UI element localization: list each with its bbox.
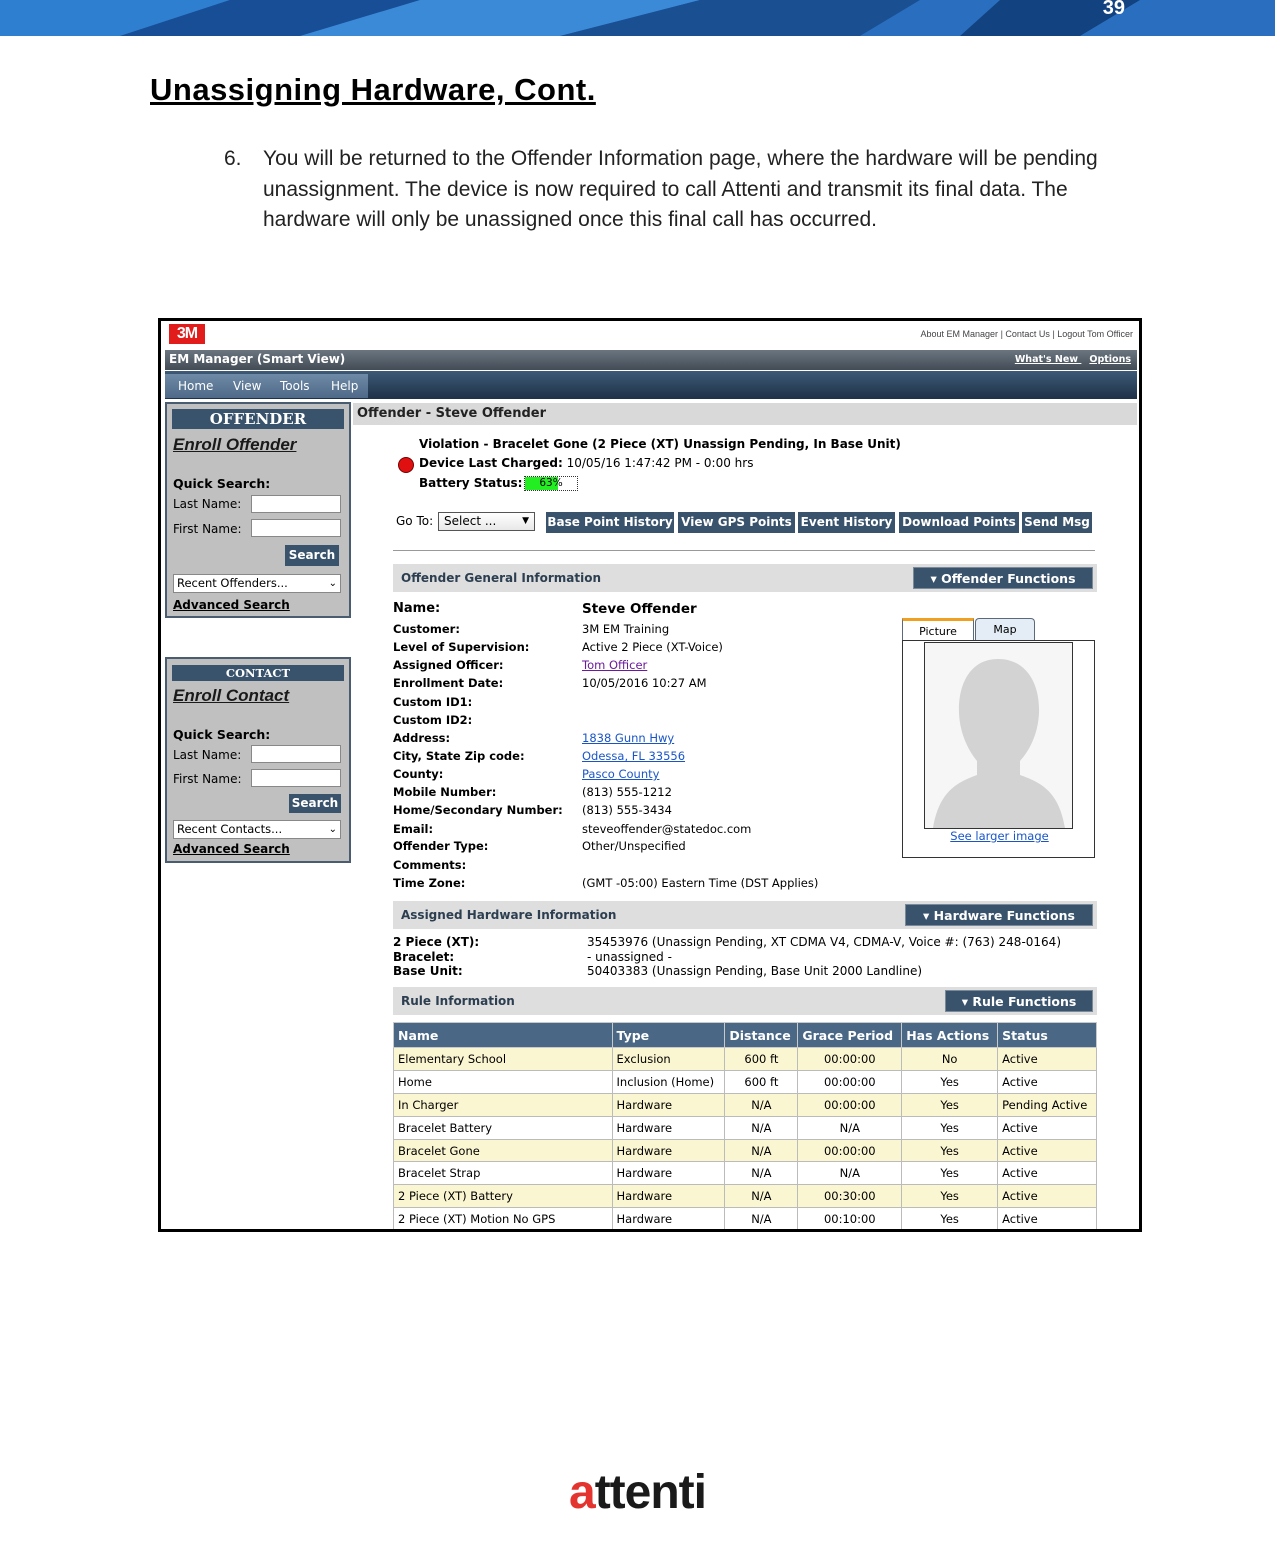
assigned-officer-row: Assigned Officer: Tom Officer	[393, 658, 648, 672]
whats-new-link[interactable]: What's New	[1014, 354, 1079, 365]
top-links: About EM Manager | Contact Us | Logout Tom Officer	[920, 329, 1133, 339]
customer-row: Customer: 3M EM Training	[393, 622, 670, 636]
contact-last-name-label: Last Name:	[173, 748, 242, 762]
rule-info-title: Rule Information	[401, 994, 515, 1008]
address-row: Address: 1838 Gunn Hwy	[393, 731, 675, 745]
hardware-info-title: Assigned Hardware Information	[401, 908, 617, 922]
hardware-functions-button[interactable]: ▾ Hardware Functions	[905, 904, 1093, 926]
picture-panel	[902, 640, 1095, 858]
banner-graphic	[0, 0, 1275, 36]
offender-search-button[interactable]: Search	[285, 545, 339, 566]
offender-page-header	[353, 403, 1137, 425]
title-links	[1007, 354, 1131, 365]
enroll-offender-link[interactable]: Enroll Offender	[173, 435, 297, 454]
email-row: Email: steveoffender@statedoc.com	[393, 822, 752, 836]
recent-offenders-value: Recent Offenders...	[177, 576, 288, 590]
home-number-row: Home/Secondary Number: (813) 555-3434	[393, 803, 672, 817]
contact-panel-header: CONTACT	[172, 665, 344, 681]
table-row[interactable]: Home Inclusion (Home) 600 ft 00:00:00 Yes Active	[394, 1070, 1097, 1093]
offender-page-title: Offender - Steve Offender	[357, 406, 547, 421]
recent-contacts-select[interactable]	[173, 820, 341, 839]
contact-first-name-input[interactable]	[251, 769, 341, 787]
rules-table	[393, 1022, 1097, 1231]
contact-first-name-label: First Name:	[173, 772, 242, 786]
offender-advanced-search-link[interactable]: Advanced Search	[173, 598, 290, 612]
comments-row: Comments:	[393, 858, 467, 872]
offender-last-name-label: Last Name:	[173, 497, 242, 511]
general-info-section-header	[393, 564, 1097, 592]
violation-text: Violation - Bracelet Gone (2 Piece (XT) Unassign Pending, In Base Unit)	[419, 437, 901, 451]
mobile-number-row: Mobile Number: (813) 555-1212	[393, 785, 672, 799]
contact-us-link[interactable]: Contact Us	[1005, 329, 1050, 339]
options-link[interactable]: Options	[1089, 354, 1131, 365]
attenti-logo: attenti	[568, 1466, 706, 1519]
assigned-officer-link[interactable]: Tom Officer	[582, 658, 648, 672]
offender-functions-button[interactable]: ▾ Offender Functions	[913, 567, 1093, 589]
contact-advanced-search-link[interactable]: Advanced Search	[173, 842, 290, 856]
menu-home[interactable]: Home	[178, 379, 214, 393]
em-manager-screenshot: 3M About EM Manager | Contact Us | Logout Tom Officer EM Manager (Smart View) What's New Options Home View Tools Help OFFENDER Enroll Offender Quick Search: Last Name: First Name: Search Recent Offenders... ⌄ Advanced Search CONTACT Enroll Contact Quick Search: Last Name: First Name: Search Recent Contacts... ⌄ Advanced Search Offender - Steve Offender Violation - Bracelet Gone (2 Piece (XT) Unassign Pending, In Base Unit) Device Last Charged: 10/05/16 1:47:42 PM - 0:00 hrs Battery Status: 63% Go To: Select ... ▼ Base Point History View GPS Points Event History Download Points Send Msg Offender General Information ▾ Offender Functions Name: Steve Offender Customer: 3M EM Training Level of Supervision: Active 2 Piece (XT-Voice) Assigned Officer: Tom Officer Enrollment Date: 10/05/2016 10:27 AM Custom ID1: Custom ID2: Address: 1838 Gunn Hwy City, State Zip code: Odessa, FL 33556 County: Pasco County Mobile Number: (813) 555-1212 Home/Secondary Number: (813) 555-3434 Email: steveoffender@statedoc.com Offender Type: Other/Unspecified Comments: Time Zone: (GMT -05:00) Eastern Time (DST Applies) Picture Map See larger image Assigned Hardware Information ▾ Hardware Functions 2 Piece (XT): 35453976 (Unassign Pending, XT CDMA V4, CDMA-V, Voice #: (763) 248-0164) Bracelet: - unassigned - Base Unit: 50403383 (Unassign Pending, Base Unit 2000 Landline) Rule Information ▾ Rule Functions Name Type Distance Grace Period Has Actions Status Elementary School Exclusion 600 ft 00:00:00 No Active Home Inclusion (Home) 600 ft 00:00:00 Yes Active In Charger Hardware N/A 00:00:00 Yes Pending Active Bracelet Battery Hardware N/A N/A Yes Active Bracelet Gone Hardware N/A 00:00:00 Yes Active Bracelet Strap Hardware N/A N/A Yes Active 2 Piece (XT) Battery Hardware N/A 00:30:00 Yes Active 2 Piece (XT) Motion No GPS Hardware N/A 00:10:00 Yes Active	[158, 318, 1142, 1232]
col-type[interactable]: Type	[612, 1023, 725, 1048]
custom-id2-row: Custom ID2:	[393, 713, 473, 727]
app-title-bar	[165, 350, 1137, 370]
county-row: County: Pasco County	[393, 767, 660, 781]
download-points-button[interactable]: Download Points	[899, 512, 1019, 533]
supervision-row: Level of Supervision: Active 2 Piece (XT-Voice)	[393, 640, 723, 654]
menu-bar	[165, 371, 1137, 399]
battery-status-label: Battery Status:	[419, 476, 523, 490]
contact-panel	[165, 657, 351, 863]
divider	[393, 550, 1095, 551]
col-name[interactable]: Name	[394, 1023, 613, 1048]
event-history-button[interactable]: Event History	[798, 512, 895, 533]
hardware-section-header	[393, 901, 1097, 929]
offender-panel-header: OFFENDER	[172, 409, 344, 429]
offender-type-row: Offender Type: Other/Unspecified	[393, 839, 686, 853]
rule-functions-button[interactable]: ▾ Rule Functions	[945, 990, 1093, 1012]
offender-panel	[165, 402, 351, 618]
col-status[interactable]: Status	[998, 1023, 1097, 1048]
table-row[interactable]: Bracelet Battery Hardware N/A N/A Yes Active	[394, 1116, 1097, 1139]
device-last-charged: Device Last Charged: 10/05/16 1:47:42 PM - 0:00 hrs	[419, 456, 754, 470]
view-gps-points-button[interactable]: View GPS Points	[678, 512, 795, 533]
battery-value: 63%	[539, 477, 563, 489]
address-link[interactable]: 1838 Gunn Hwy	[582, 731, 675, 745]
enroll-contact-link[interactable]: Enroll Contact	[173, 686, 290, 705]
col-distance[interactable]: Distance	[725, 1023, 798, 1048]
county-link[interactable]: Pasco County	[582, 767, 660, 781]
page-number: 39	[1102, 0, 1125, 19]
city-state-zip-link[interactable]: Odessa, FL 33556	[582, 749, 686, 763]
offender-last-name-input[interactable]	[251, 495, 341, 513]
city-state-zip-row: City, State Zip code: Odessa, FL 33556	[393, 749, 686, 763]
contact-quick-search-label: Quick Search:	[173, 727, 271, 742]
menu-help[interactable]: Help	[331, 379, 359, 393]
step-text: You will be returned to the Offender Information page, where the hardware will be pending unassignment. The device is now required to call Attenti and transmit its final data. The hardware will only be unassigned once this final call has occurred.	[263, 147, 1098, 231]
app-title: EM Manager (Smart View)	[169, 352, 346, 366]
offender-photo	[924, 642, 1073, 829]
tab-picture[interactable]: Picture	[902, 618, 974, 640]
offender-first-name-label: First Name:	[173, 522, 242, 536]
table-row[interactable]: Bracelet Strap Hardware N/A N/A Yes Active	[394, 1162, 1097, 1185]
goto-label: Go To:	[396, 514, 434, 528]
contact-last-name-input[interactable]	[251, 745, 341, 763]
logout-link[interactable]: Logout Tom Officer	[1057, 329, 1133, 339]
base-point-history-button[interactable]: Base Point History	[546, 512, 674, 533]
recent-contacts-value: Recent Contacts...	[177, 822, 283, 836]
main-menu	[165, 374, 368, 398]
step-number: 6.	[224, 147, 242, 170]
rules-table-header	[394, 1023, 1097, 1048]
col-has-actions[interactable]: Has Actions	[902, 1023, 998, 1048]
col-grace-period[interactable]: Grace Period	[798, 1023, 902, 1048]
person-silhouette-icon	[925, 643, 1072, 828]
see-larger-image-link[interactable]: See larger image	[950, 829, 1049, 843]
send-msg-button[interactable]: Send Msg	[1022, 512, 1092, 533]
battery-status-bar	[524, 476, 578, 491]
table-row[interactable]: Elementary School Exclusion 600 ft 00:00:00 No Active	[394, 1048, 1097, 1071]
offender-name-row: Name: Steve Offender	[393, 601, 697, 617]
chevron-down-icon: ⌄	[328, 578, 337, 589]
table-row[interactable]: 2 Piece (XT) Motion No GPS Hardware N/A 00:10:00 Yes Active	[394, 1208, 1097, 1231]
enrollment-date-row: Enrollment Date: 10/05/2016 10:27 AM	[393, 676, 707, 690]
goto-select-value: Select ...	[444, 514, 497, 528]
table-row[interactable]: In Charger Hardware N/A 00:00:00 Yes Pending Active	[394, 1093, 1097, 1116]
menu-tools[interactable]: Tools	[280, 379, 310, 393]
about-link[interactable]: About EM Manager	[920, 329, 999, 339]
chevron-down-icon: ⌄	[328, 824, 337, 835]
page-title: Unassigning Hardware, Cont.	[150, 72, 596, 107]
offender-first-name-input[interactable]	[251, 519, 341, 537]
page-banner	[0, 0, 1275, 36]
rule-section-header	[393, 987, 1097, 1015]
app-top-strip	[161, 321, 1139, 348]
menu-view[interactable]: View	[233, 379, 262, 393]
table-row[interactable]: Bracelet Gone Hardware N/A 00:00:00 Yes Active	[394, 1139, 1097, 1162]
custom-id1-row: Custom ID1:	[393, 695, 473, 709]
table-row[interactable]: 2 Piece (XT) Battery Hardware N/A 00:30:00 Yes Active	[394, 1185, 1097, 1208]
tab-map[interactable]: Map	[975, 618, 1035, 640]
time-zone-row: Time Zone: (GMT -05:00) Eastern Time (DST Applies)	[393, 876, 819, 890]
3m-logo: 3M	[169, 324, 205, 344]
recent-offenders-select[interactable]	[173, 574, 341, 593]
general-info-title: Offender General Information	[401, 571, 602, 585]
violation-alert-icon	[398, 457, 414, 473]
goto-select[interactable]	[438, 512, 535, 531]
caret-down-icon: ▼	[522, 516, 529, 526]
contact-search-button[interactable]: Search	[289, 794, 341, 813]
offender-quick-search-label: Quick Search:	[173, 476, 271, 491]
